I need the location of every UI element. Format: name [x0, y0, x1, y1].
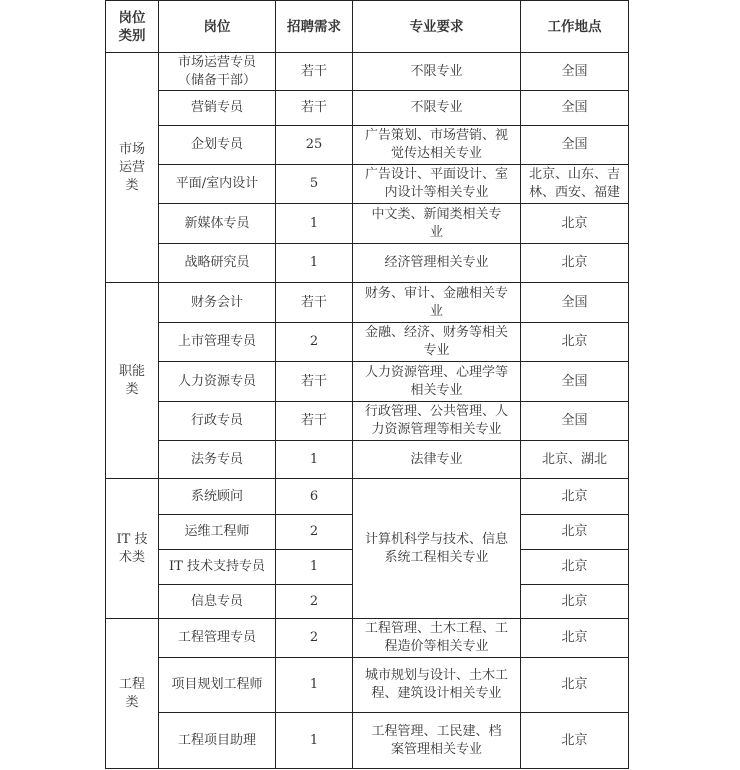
demand-cell: 若干 [276, 362, 353, 402]
demand-cell: 若干 [276, 283, 353, 323]
demand-cell: 25 [276, 126, 353, 165]
location-cell: 北京 [521, 550, 629, 585]
table-row [106, 126, 629, 165]
major-cell: 城市规划与设计、土木工 程、建筑设计相关专业 [353, 658, 521, 713]
location-cell: 北京 [521, 479, 629, 515]
location-cell: 北京 [521, 323, 629, 362]
major-cell: 不限专业 [353, 53, 521, 91]
category-cell: 工程 类 [106, 619, 159, 769]
major-cell: 工程管理、工民建、档 案管理相关专业 [353, 713, 521, 769]
position-cell: 法务专员 [159, 441, 276, 479]
position-cell: IT 技术支持专员 [159, 550, 276, 585]
table-row [106, 441, 629, 479]
table-row [106, 283, 629, 323]
table-row [106, 479, 629, 515]
position-cell: 工程项目助理 [159, 713, 276, 769]
header-major: 专业要求 [353, 1, 521, 53]
location-cell: 北京、山东、吉 林、西安、福建 [521, 165, 629, 204]
demand-cell: 2 [276, 619, 353, 658]
position-cell: 企划专员 [159, 126, 276, 165]
category-cell: IT 技 术类 [106, 479, 159, 619]
position-cell: 战略研究员 [159, 244, 276, 283]
position-cell: 上市管理专员 [159, 323, 276, 362]
location-cell: 北京 [521, 244, 629, 283]
table-row [106, 244, 629, 283]
location-cell: 北京 [521, 585, 629, 619]
table-row [106, 323, 629, 362]
position-cell: 行政专员 [159, 402, 276, 441]
table-row [106, 658, 629, 713]
position-cell: 市场运营专员 （储备干部） [159, 53, 276, 91]
position-cell: 项目规划工程师 [159, 658, 276, 713]
location-cell: 全国 [521, 402, 629, 441]
table-row [106, 619, 629, 658]
major-cell: 行政管理、公共管理、人 力资源管理等相关专业 [353, 402, 521, 441]
position-cell: 系统顾问 [159, 479, 276, 515]
location-cell: 全国 [521, 126, 629, 165]
demand-cell: 5 [276, 165, 353, 204]
category-cell: 市场 运营 类 [106, 53, 159, 283]
position-cell: 工程管理专员 [159, 619, 276, 658]
table-row [106, 204, 629, 244]
demand-cell: 若干 [276, 402, 353, 441]
header-category: 岗位 类别 [106, 1, 159, 53]
table-row [106, 402, 629, 441]
location-cell: 全国 [521, 362, 629, 402]
demand-cell: 6 [276, 479, 353, 515]
header-demand: 招聘需求 [276, 1, 353, 53]
demand-cell: 1 [276, 204, 353, 244]
location-cell: 北京 [521, 515, 629, 550]
header-row [106, 1, 629, 53]
header-position: 岗位 [159, 1, 276, 53]
major-cell: 金融、经济、财务等相关 专业 [353, 323, 521, 362]
table-row [106, 91, 629, 126]
location-cell: 北京 [521, 658, 629, 713]
major-cell: 经济管理相关专业 [353, 244, 521, 283]
table-row [106, 362, 629, 402]
table-row [106, 53, 629, 91]
demand-cell: 1 [276, 658, 353, 713]
position-cell: 运维工程师 [159, 515, 276, 550]
demand-cell: 1 [276, 244, 353, 283]
major-cell: 不限专业 [353, 91, 521, 126]
demand-cell: 1 [276, 441, 353, 479]
major-cell: 计算机科学与技术、信息 系统工程相关专业 [353, 479, 521, 619]
position-cell: 信息专员 [159, 585, 276, 619]
location-cell: 北京 [521, 713, 629, 769]
position-cell: 新媒体专员 [159, 204, 276, 244]
major-cell: 广告策划、市场营销、视 觉传达相关专业 [353, 126, 521, 165]
location-cell: 北京、湖北 [521, 441, 629, 479]
table-row [106, 165, 629, 204]
demand-cell: 1 [276, 550, 353, 585]
major-cell: 工程管理、土木工程、工 程造价等相关专业 [353, 619, 521, 658]
position-cell: 人力资源专员 [159, 362, 276, 402]
table-row [106, 713, 629, 769]
major-cell: 法律专业 [353, 441, 521, 479]
major-cell: 人力资源管理、心理学等 相关专业 [353, 362, 521, 402]
position-cell: 营销专员 [159, 91, 276, 126]
demand-cell: 1 [276, 713, 353, 769]
position-cell: 财务会计 [159, 283, 276, 323]
demand-cell: 2 [276, 515, 353, 550]
demand-cell: 2 [276, 323, 353, 362]
major-cell: 财务、审计、金融相关专 业 [353, 283, 521, 323]
demand-cell: 若干 [276, 53, 353, 91]
major-cell: 广告设计、平面设计、室 内设计等相关专业 [353, 165, 521, 204]
recruitment-table [105, 0, 629, 769]
location-cell: 全国 [521, 91, 629, 126]
location-cell: 全国 [521, 283, 629, 323]
demand-cell: 若干 [276, 91, 353, 126]
header-location: 工作地点 [521, 1, 629, 53]
demand-cell: 2 [276, 585, 353, 619]
category-cell: 职能 类 [106, 283, 159, 479]
position-cell: 平面/室内设计 [159, 165, 276, 204]
location-cell: 北京 [521, 204, 629, 244]
location-cell: 北京 [521, 619, 629, 658]
location-cell: 全国 [521, 53, 629, 91]
major-cell: 中文类、新闻类相关专 业 [353, 204, 521, 244]
